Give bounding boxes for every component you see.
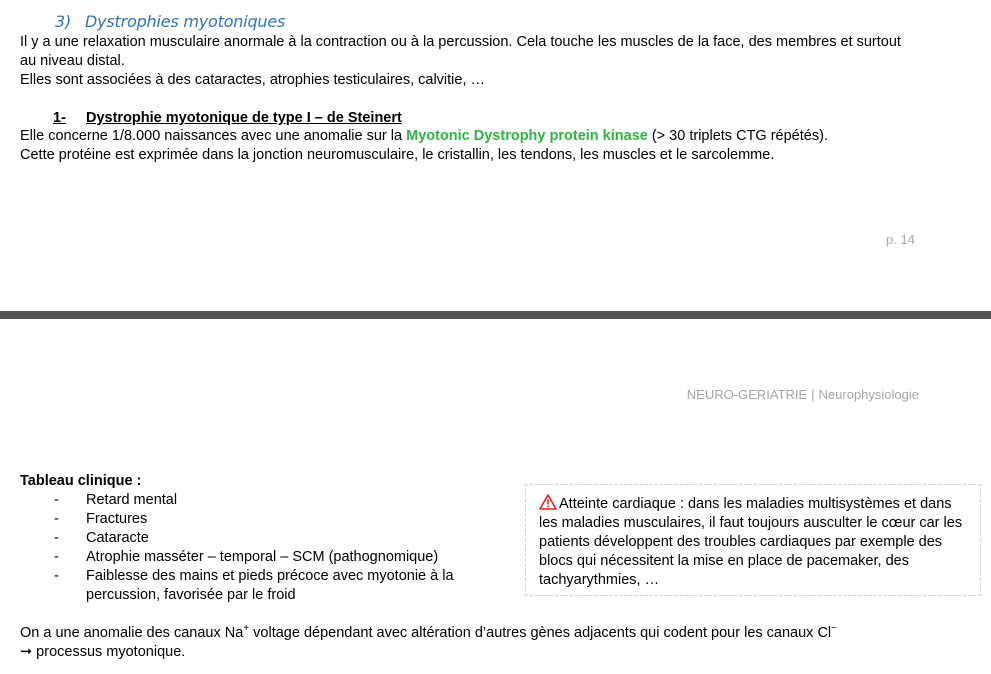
list-item-text: Retard mental <box>86 492 178 508</box>
cardiac-warning-box <box>525 484 981 596</box>
clinical-signs-list <box>54 491 524 605</box>
subsection-heading <box>53 109 402 128</box>
list-dash: - <box>54 530 59 546</box>
list-item <box>54 529 524 548</box>
associations-paragraph: Elles sont associées à des cataractes, atrophies testiculaires, calvitie, … <box>20 72 486 88</box>
section-title-text: Dystrophies myotoniques <box>85 12 286 31</box>
list-item-text: Faiblesse des mains et pieds précoce avec myotonie à la percussion, favorisée par le froid <box>86 568 454 603</box>
protein-name-highlight: Myotonic Dystrophy protein kinase <box>406 128 648 144</box>
list-item-text: Atrophie masséter – temporal – SCM (pathognomique) <box>86 549 439 565</box>
subsection-title: Dystrophie myotonique de type I – de Steinert <box>86 110 402 126</box>
list-item-text: Cataracte <box>86 530 149 546</box>
list-item <box>54 567 524 605</box>
list-item <box>54 491 524 510</box>
running-header <box>687 385 919 404</box>
cardiac-warning-text: Atteinte cardiaque : dans les maladies multisystèmes et dans les maladies musculaires, il faut toujours ausculter le cœur car les patients développent des troubles cardiaques par exemple des blocs qui nécessitent la mise en place de pacemaker, des tachyarythmies, … <box>539 496 963 588</box>
section-title <box>55 12 285 31</box>
tableau-clinique-title: Tableau clinique : <box>20 473 142 489</box>
header-separator: | <box>811 387 815 402</box>
chloride-charge: − <box>831 623 837 635</box>
intro-paragraph: Il y a une relaxation musculaire anormale à la contraction ou à la percussion. Cela touche les muscles de la face, des membres et surtout au niveau distal. <box>20 34 901 69</box>
page-divider <box>0 311 991 319</box>
header-course: NEURO-GERIATRIE <box>686 387 808 402</box>
sodium-charge: + <box>243 623 250 635</box>
incidence-text-after: (> 30 triplets CTG répétés). <box>647 128 828 144</box>
list-dash: - <box>54 511 59 527</box>
page-number: p. 14 <box>886 232 915 247</box>
section-number: 3) <box>55 12 72 31</box>
list-dash: - <box>54 549 59 565</box>
channel-text-2: voltage dépendant avec altération d’autres gènes adjacents qui codent pour les canaux Cl <box>249 625 832 641</box>
warning-triangle-icon <box>539 494 557 510</box>
header-subject: Neurophysiologie <box>818 387 919 402</box>
channel-text-1: On a une anomalie des canaux Na <box>20 625 244 641</box>
subsection-number: 1- <box>53 110 66 126</box>
incidence-text-before: Elle concerne 1/8.000 naissances avec une anomalie sur la <box>20 128 407 144</box>
list-dash: - <box>54 492 59 508</box>
myotonic-process-line: ➞ processus myotonique. <box>20 644 186 660</box>
list-dash: - <box>54 568 59 584</box>
list-item <box>54 510 524 529</box>
expression-paragraph: Cette protéine est exprimée dans la jonction neuromusculaire, le cristallin, les tendons, les muscles et le sarcolemme. <box>20 147 775 163</box>
channel-anomaly-paragraph <box>20 624 950 662</box>
incidence-paragraph <box>20 127 920 146</box>
list-item <box>54 548 524 567</box>
list-item-text: Fractures <box>86 511 148 527</box>
